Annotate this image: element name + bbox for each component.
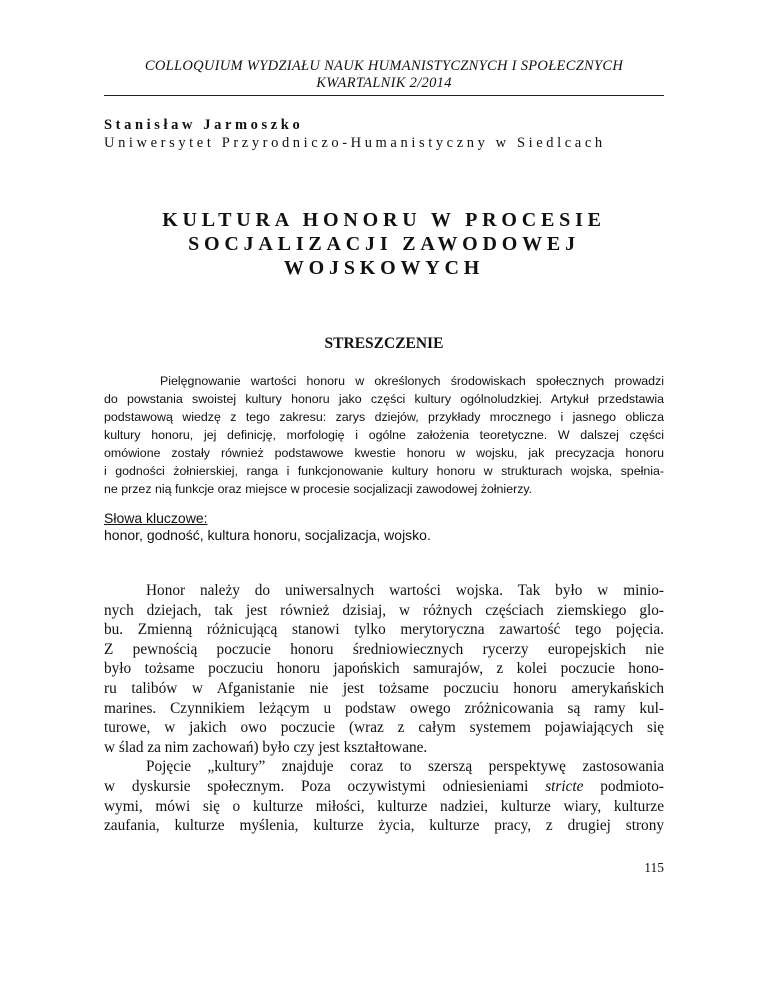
abstract-line: omówione zostały również podstawowe kwestie honoru w wojsku, jak precyzacja honoru <box>104 446 664 460</box>
title-line: WOJSKOWYCH <box>283 257 485 279</box>
body-line: ru talibów w Afganistanie nie jest tożsame poczuciu honoru amerykańskich <box>104 679 664 697</box>
body-line: nych dziejach, tak jest również dzisiaj, w różnych częściach ziemskiego glo- <box>104 601 664 619</box>
author-name: Stanisław Jarmoszko <box>104 117 304 133</box>
keywords-list: honor, godność, kultura honoru, socjalizacja, wojsko. <box>104 527 431 543</box>
body-line: Honor należy do uniwersalnych wartości wojska. Tak było w minio- <box>146 582 664 599</box>
abstract-line: kultury honoru, jej definicję, morfologię i ogólne założenia teoretyczne. W dalszej części <box>104 428 664 442</box>
abstract-line: Pielęgnowanie wartości honoru w określonych środowiskach społecznych prowadzi <box>160 374 664 388</box>
body-line: Pojęcie „kultury” znajduje coraz to szerszą perspektywę zastosowania <box>146 758 664 776</box>
journal-title: COLLOQUIUM WYDZIAŁU NAUK HUMANISTYCZNYCH I SPOŁECZNYCH <box>144 58 624 74</box>
abstract-line: do powstania swoistej kultury honoru jako części kultury ogólnoludzkiej. Artykuł przedstawia <box>104 392 664 406</box>
body-line: wymi, mówi się o kulturze miłości, kulturze nadziei, kulturze wiary, kulturze <box>104 797 664 815</box>
body-line-part: podmioto- <box>600 777 665 795</box>
abstract-line: podstawową wiedzę z tego zakresu: zarys dziejów, przykłady mrocznego i jasnego oblicza <box>104 410 664 424</box>
abstract-text <box>104 372 664 498</box>
body-line <box>104 777 664 797</box>
page-number: 115 <box>644 860 664 875</box>
body-line: Z pewnością poczucie honoru średniowiecznych rycerzy europejskich nie <box>104 640 664 658</box>
body-line: zaufania, kulturze myślenia, kulturze życia, kulturze pracy, z drugiej strony <box>104 817 664 835</box>
body-text <box>104 581 664 836</box>
abstract-line: ne przez nią funkcje oraz miejsce w procesie socjalizacji zawodowej żołnierzy. <box>104 482 533 496</box>
body-line: marines. Czynnikiem leżącym u podstaw owego zróżnicowania są ramy kul- <box>104 699 664 717</box>
journal-issue: KWARTALNIK 2/2014 <box>316 75 452 91</box>
author-affiliation: Uniwersytet Przyrodniczo-Humanistyczny w Siedlcach <box>104 135 606 151</box>
abstract-line: i godności żołnierskiej, ranga i funkcjonowanie kultury honoru w strukturach wojska, spełnia- <box>104 464 664 478</box>
body-line-part: w dyskursie społecznym. Poza oczywistymi odniesieniami <box>104 777 529 795</box>
body-line: turowe, w jakich owo poczucie (wraz z całym systemem pojawiających się <box>104 719 664 737</box>
abstract-heading: STRESZCZENIE <box>324 335 444 352</box>
journal-header <box>104 58 664 92</box>
body-line: w ślad za nim zachowań) było czy jest kształtowane. <box>104 738 428 756</box>
header-rule <box>104 95 664 96</box>
title-line: KULTURA HONORU W PROCESIE <box>162 209 606 231</box>
article-title <box>104 208 664 280</box>
keywords-label: Słowa kluczowe: <box>104 510 208 526</box>
body-line: było tożsame poczuciu honoru japońskich samurajów, z kolei poczucie hono- <box>104 660 664 678</box>
title-line: SOCJALIZACJI ZAWODOWEJ <box>188 233 580 255</box>
latin-term: stricte <box>545 777 584 795</box>
body-line: bu. Zmienną różnicującą stanowi tylko merytoryczna zawartość tego pojęcia. <box>104 621 664 639</box>
